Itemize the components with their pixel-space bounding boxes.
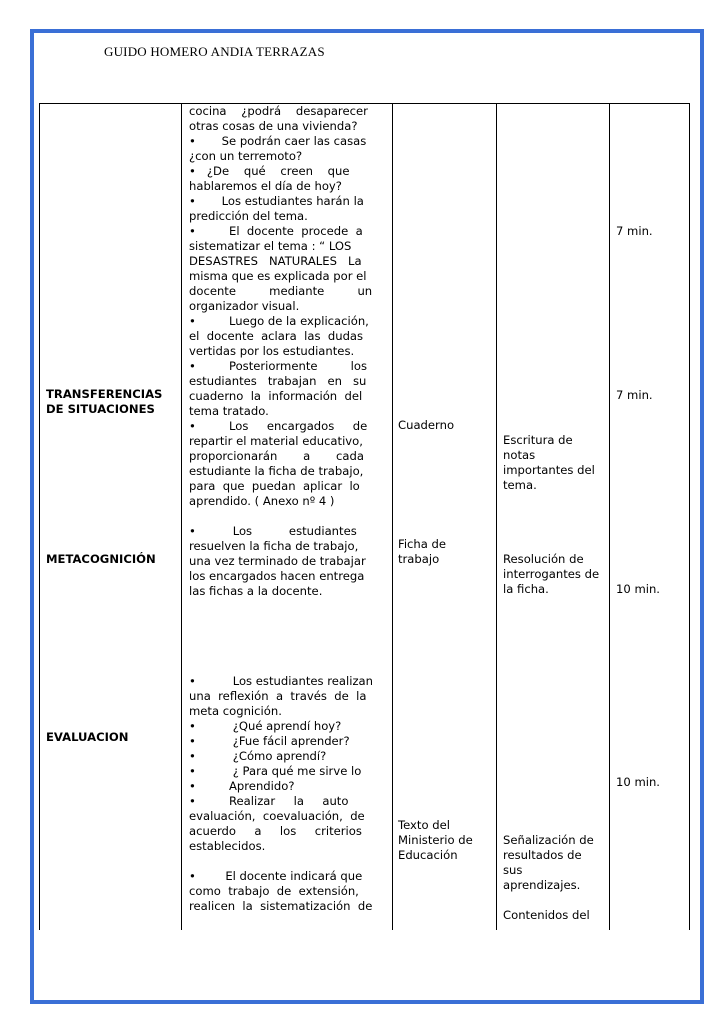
activity-line: • Los encargados de — [189, 419, 368, 433]
activity-line: repartir el material educativo, — [189, 434, 363, 448]
activity-line: • ¿ Para qué me sirve lo — [189, 764, 362, 778]
activity-line: • Aprendido? — [189, 779, 295, 793]
eval-senalizacion — [503, 833, 603, 893]
activity-line: • Los estudiantes harán la — [189, 194, 364, 208]
time-4: 10 min. — [616, 775, 660, 789]
activity-line: como trabajo de extensión, — [189, 884, 359, 898]
activity-line — [189, 629, 386, 644]
activity-line: • El docente procede a — [189, 224, 363, 238]
eval-senalizacion-line-3: sus — [503, 863, 523, 877]
time-1: 7 min. — [616, 224, 653, 238]
activity-line: • ¿Qué aprendí hoy? — [189, 719, 342, 733]
activity-line: sistematizar el tema : “ LOS — [189, 239, 352, 253]
activity-line: estudiantes trabajan en su — [189, 374, 367, 388]
activity-line — [189, 659, 386, 674]
activity-line: una reflexión a través de la — [189, 689, 367, 703]
eval-escritura-line-3: importantes del — [503, 463, 595, 477]
stage-transferencias-line-1: TRANSFERENCIAS — [46, 387, 163, 401]
activity-line: otras cosas de una vivienda? — [189, 119, 358, 133]
resource-cuaderno — [398, 418, 488, 433]
eval-contenidos-line-1: Contenidos del — [503, 908, 590, 922]
resource-texto-line-3: Educación — [398, 848, 458, 862]
activity-line: para que puedan aplicar lo — [189, 479, 360, 493]
activity-line: • Los estudiantes realizan — [189, 674, 373, 688]
activity-line — [189, 599, 386, 614]
eval-senalizacion-line-2: resultados de — [503, 848, 582, 862]
table-right-border — [689, 103, 690, 930]
activity-line: • El docente indicará que — [189, 869, 363, 883]
activity-line: vertidas por los estudiantes. — [189, 344, 355, 358]
table-col-divider-1 — [181, 103, 182, 930]
eval-senalizacion-line-4: aprendizajes. — [503, 878, 581, 892]
activity-line — [189, 854, 386, 869]
stage-metacognicion — [46, 552, 156, 567]
activity-line: • Los estudiantes — [189, 524, 357, 538]
author-header: GUIDO HOMERO ANDIA TERRAZAS — [104, 44, 325, 59]
activity-line: cocina ¿podrá desaparecer — [189, 104, 368, 118]
activity-line: docente mediante un — [189, 284, 373, 298]
activity-line: hablaremos el día de hoy? — [189, 179, 342, 193]
stage-evaluacion-label: EVALUACION — [46, 730, 129, 744]
table-col-divider-3 — [496, 103, 497, 930]
activities-column — [189, 104, 386, 914]
activity-line: misma que es explicada por el — [189, 269, 367, 283]
eval-resolucion-line-3: la ficha. — [503, 582, 549, 596]
resource-ficha-line-1: Ficha de — [398, 537, 447, 551]
activity-line: • Se podrán caer las casas — [189, 134, 367, 148]
activity-line: resuelven la ficha de trabajo, — [189, 539, 359, 553]
activity-line: predicción del tema. — [189, 209, 308, 223]
stage-metacognicion-label: METACOGNICIÓN — [46, 552, 156, 566]
activity-line — [189, 614, 386, 629]
activity-line: realicen la sistematización de — [189, 899, 373, 913]
activity-line: cuaderno la información del — [189, 389, 363, 403]
eval-resolucion — [503, 552, 603, 597]
activity-line: • Posteriormente los — [189, 359, 368, 373]
resource-ficha — [398, 537, 488, 567]
resource-ficha-line-2: trabajo — [398, 552, 440, 566]
activity-line: las fichas a la docente. — [189, 584, 323, 598]
eval-escritura-line-1: Escritura de — [503, 433, 573, 447]
table-col-divider-2 — [392, 103, 393, 930]
eval-contenidos — [503, 908, 603, 923]
stage-transferencias-line-2: DE SITUACIONES — [46, 402, 155, 416]
activity-line: • Realizar la auto — [189, 794, 349, 808]
activity-line: una vez terminado de trabajar — [189, 554, 366, 568]
activity-line: evaluación, coevaluación, de — [189, 809, 365, 823]
activity-line — [189, 509, 386, 524]
activity-line: acuerdo a los criterios — [189, 824, 362, 838]
eval-resolucion-line-2: interrogantes de — [503, 567, 600, 581]
activity-line: estudiante la ficha de trabajo, — [189, 464, 364, 478]
resource-cuaderno-text: Cuaderno — [398, 418, 455, 432]
activity-line: • ¿De qué creen que — [189, 164, 350, 178]
eval-escritura-line-2: notas — [503, 448, 536, 462]
resource-texto-line-1: Texto del — [398, 818, 450, 832]
eval-resolucion-line-1: Resolución de — [503, 552, 584, 566]
stage-evaluacion — [46, 730, 128, 745]
activity-line: aprendido. ( Anexo nº 4 ) — [189, 494, 335, 508]
eval-senalizacion-line-1: Señalización de — [503, 833, 594, 847]
activity-line: ¿con un terremoto? — [189, 149, 303, 163]
time-3: 10 min. — [616, 582, 660, 596]
table-left-border — [39, 103, 40, 930]
time-2: 7 min. — [616, 388, 653, 402]
table-col-divider-4 — [609, 103, 610, 930]
eval-escritura — [503, 433, 603, 493]
activity-line: organizador visual. — [189, 299, 300, 313]
stage-transferencias — [46, 387, 162, 417]
activity-line: • ¿Cómo aprendí? — [189, 749, 327, 763]
activity-line: • Luego de la explicación, — [189, 314, 369, 328]
activity-line: establecidos. — [189, 839, 266, 853]
activity-line: • ¿Fue fácil aprender? — [189, 734, 350, 748]
activity-line — [189, 644, 386, 659]
activity-line: proporcionarán a cada — [189, 449, 364, 463]
activity-line: meta cognición. — [189, 704, 282, 718]
activity-line: tema tratado. — [189, 404, 269, 418]
activity-line: los encargados hacen entrega — [189, 569, 365, 583]
activity-line: el docente aclara las dudas — [189, 329, 364, 343]
resource-texto-line-2: Ministerio de — [398, 833, 473, 847]
eval-escritura-line-4: tema. — [503, 478, 537, 492]
resource-texto — [398, 818, 488, 863]
activity-line: DESASTRES NATURALES La — [189, 254, 362, 268]
